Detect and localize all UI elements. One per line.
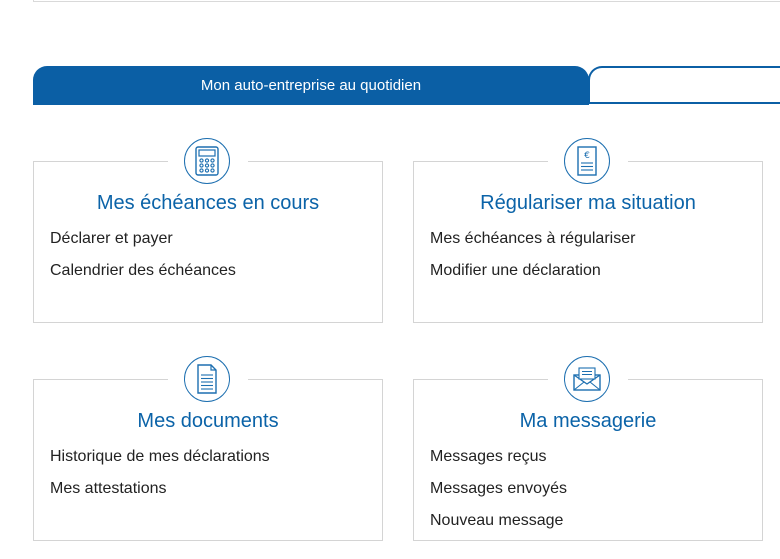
tab-label: Mon auto-entreprise au quotidien	[200, 77, 422, 94]
calculator-icon	[184, 138, 230, 184]
tab-secondary[interactable]	[588, 66, 780, 104]
card-regulariser	[413, 151, 763, 323]
link-calendrier-echeances[interactable]: Calendrier des échéances	[50, 262, 236, 279]
card-title[interactable]: Mes échéances en cours	[96, 192, 320, 214]
euro-document-icon	[564, 138, 610, 184]
card-mes-documents	[33, 379, 383, 541]
card-mes-echeances	[33, 161, 383, 323]
card-ma-messagerie	[413, 379, 763, 541]
tab-bar	[33, 66, 780, 105]
svg-text:€: €	[584, 151, 590, 161]
top-panel-border	[33, 0, 780, 2]
envelope-icon	[564, 356, 610, 402]
card-title[interactable]: Mes documents	[137, 410, 279, 432]
link-messages-envoyes[interactable]: Messages envoyés	[430, 480, 567, 497]
link-modifier-declaration[interactable]: Modifier une déclaration	[430, 262, 601, 279]
link-declarer-et-payer[interactable]: Déclarer et payer	[50, 230, 173, 247]
link-echeances-a-regulariser[interactable]: Mes échéances à régulariser	[430, 230, 636, 247]
card-title[interactable]: Ma messagerie	[519, 410, 657, 432]
document-icon	[184, 356, 230, 402]
link-nouveau-message[interactable]: Nouveau message	[430, 512, 564, 529]
card-title[interactable]: Régulariser ma situation	[480, 192, 696, 214]
link-historique-declarations[interactable]: Historique de mes déclarations	[50, 448, 270, 465]
tab-mon-auto-entreprise[interactable]	[33, 66, 589, 105]
link-messages-recus[interactable]: Messages reçus	[430, 448, 547, 465]
link-mes-attestations[interactable]: Mes attestations	[50, 480, 167, 497]
